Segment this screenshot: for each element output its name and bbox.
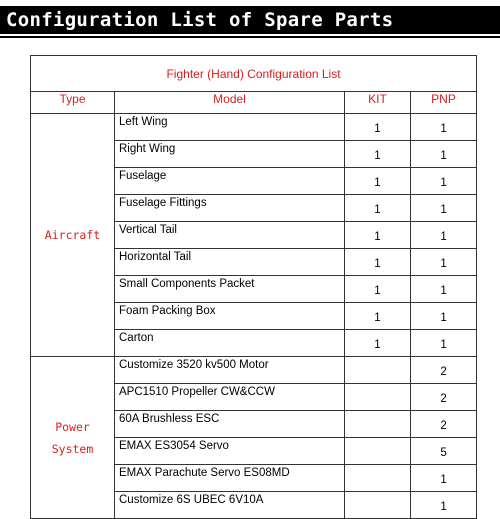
pnp-cell: 1 [411, 492, 477, 519]
pnp-cell: 2 [411, 384, 477, 411]
kit-cell: 1 [345, 330, 411, 357]
model-cell: Foam Packing Box [115, 303, 345, 330]
pnp-cell: 1 [411, 276, 477, 303]
table-caption: Fighter (Hand) Configuration List [31, 56, 477, 92]
kit-cell: 1 [345, 222, 411, 249]
configuration-table [30, 55, 477, 519]
pnp-cell: 1 [411, 141, 477, 168]
kit-cell [345, 411, 411, 438]
table-row [31, 357, 477, 384]
title-underline [0, 36, 500, 38]
pnp-cell: 1 [411, 249, 477, 276]
kit-cell: 1 [345, 168, 411, 195]
kit-cell: 1 [345, 195, 411, 222]
kit-cell: 1 [345, 141, 411, 168]
model-cell: Left Wing [115, 114, 345, 141]
kit-cell: 1 [345, 249, 411, 276]
kit-cell [345, 492, 411, 519]
model-cell: Vertical Tail [115, 222, 345, 249]
pnp-cell: 5 [411, 438, 477, 465]
pnp-cell: 1 [411, 303, 477, 330]
kit-cell [345, 357, 411, 384]
model-cell: Horizontal Tail [115, 249, 345, 276]
header-row [31, 92, 477, 114]
type-cell: Power System [31, 357, 115, 519]
pnp-cell: 1 [411, 330, 477, 357]
title-banner [0, 6, 500, 34]
table-row [31, 114, 477, 141]
kit-cell: 1 [345, 276, 411, 303]
model-cell: APC1510 Propeller CW&CCW [115, 384, 345, 411]
caption-row [31, 56, 477, 92]
model-cell: EMAX Parachute Servo ES08MD [115, 465, 345, 492]
header-pnp: PNP [411, 92, 477, 114]
header-model: Model [115, 92, 345, 114]
page-title: Configuration List of Spare Parts [6, 9, 394, 31]
model-cell: Small Components Packet [115, 276, 345, 303]
kit-cell: 1 [345, 303, 411, 330]
kit-cell: 1 [345, 114, 411, 141]
pnp-cell: 1 [411, 222, 477, 249]
model-cell: Carton [115, 330, 345, 357]
pnp-cell: 2 [411, 357, 477, 384]
kit-cell [345, 384, 411, 411]
pnp-cell: 2 [411, 411, 477, 438]
kit-cell [345, 465, 411, 492]
type-cell: Aircraft [31, 114, 115, 357]
model-cell: Fuselage [115, 168, 345, 195]
kit-cell [345, 438, 411, 465]
pnp-cell: 1 [411, 114, 477, 141]
model-cell: Fuselage Fittings [115, 195, 345, 222]
model-cell: EMAX ES3054 Servo [115, 438, 345, 465]
pnp-cell: 1 [411, 195, 477, 222]
model-cell: Customize 3520 kv500 Motor [115, 357, 345, 384]
model-cell: Customize 6S UBEC 6V10A [115, 492, 345, 519]
model-cell: 60A Brushless ESC [115, 411, 345, 438]
header-type: Type [31, 92, 115, 114]
pnp-cell: 1 [411, 168, 477, 195]
model-cell: Right Wing [115, 141, 345, 168]
header-kit: KIT [345, 92, 411, 114]
pnp-cell: 1 [411, 465, 477, 492]
